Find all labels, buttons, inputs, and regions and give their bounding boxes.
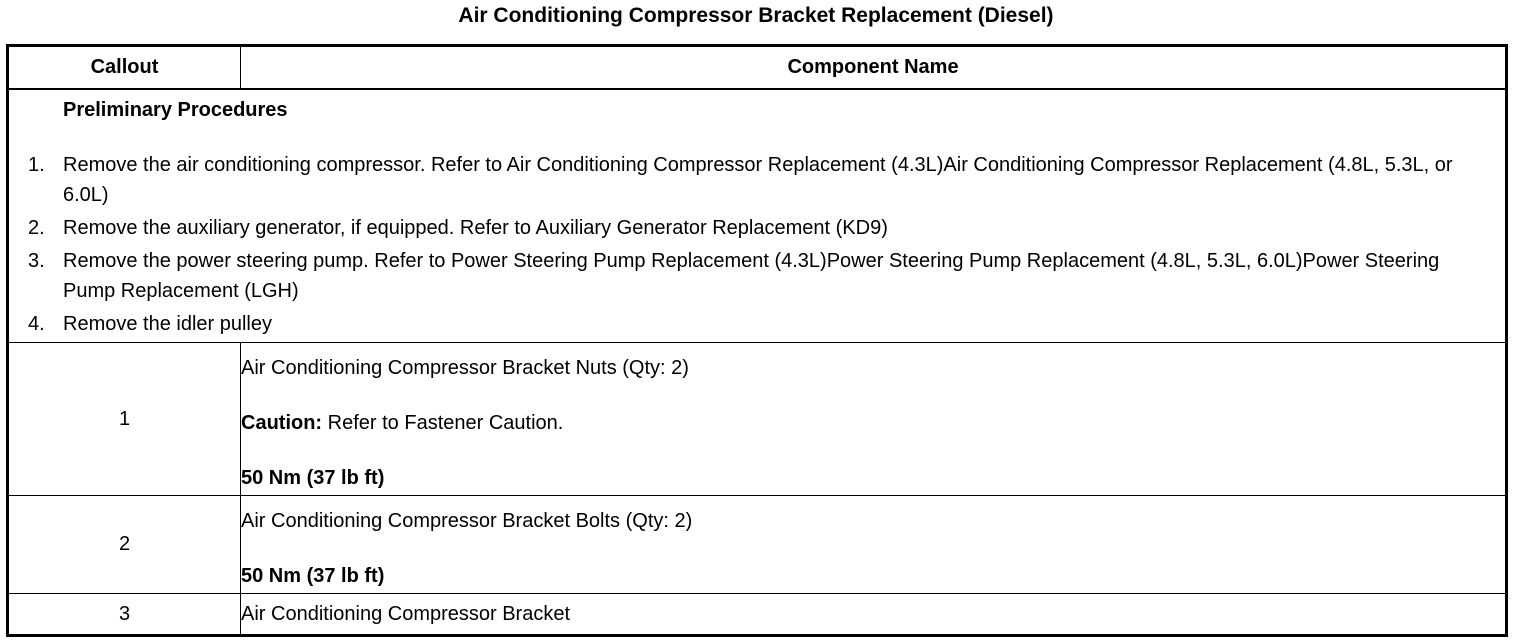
callout-number: 2 <box>8 496 241 594</box>
component-name: Air Conditioning Compressor Bracket Bolts (Qty: 2) <box>241 510 693 532</box>
preliminary-row <box>8 89 1507 343</box>
callout-number: 1 <box>8 343 241 496</box>
table-header-row <box>8 46 1507 90</box>
component-cell <box>241 594 1507 636</box>
caution-label: Caution: <box>241 412 323 434</box>
component-name: Air Conditioning Compressor Bracket <box>241 603 571 625</box>
step-text: Remove the power steering pump. Refer to Power Steering Pump Replacement (4.3L)Power Steering Pump Replacement (4.8L, 5.3L, 6.0L)Power Steering Pump Replacement (LGH) <box>63 250 1440 302</box>
step-number: 2. <box>28 217 45 239</box>
step-text: Remove the auxiliary generator, if equipped. Refer to Auxiliary Generator Replacement (KD9) <box>63 217 888 239</box>
table-row <box>8 594 1507 636</box>
preliminary-heading: Preliminary Procedures <box>63 99 288 121</box>
torque-spec: 50 Nm (37 lb ft) <box>241 467 385 489</box>
preliminary-step <box>9 309 1505 339</box>
preliminary-cell <box>8 89 1507 343</box>
step-text: Remove the idler pulley <box>63 313 272 335</box>
step-number: 4. <box>28 313 45 335</box>
step-number: 3. <box>28 250 45 272</box>
preliminary-step <box>9 213 1505 243</box>
caution-text: Refer to Fastener Caution. <box>322 412 564 434</box>
component-cell <box>241 343 1507 496</box>
callout-column-header: Callout <box>8 46 241 90</box>
component-name: Air Conditioning Compressor Bracket Nuts (Qty: 2) <box>241 357 689 379</box>
component-cell <box>241 496 1507 594</box>
torque-spec: 50 Nm (37 lb ft) <box>241 565 385 587</box>
callout-number: 3 <box>8 594 241 636</box>
caution-note <box>241 411 1505 435</box>
preliminary-step <box>9 150 1505 210</box>
document-title: Air Conditioning Compressor Bracket Replacement (Diesel) <box>458 4 1054 27</box>
procedure-table <box>6 44 1508 637</box>
preliminary-steps-list <box>9 150 1505 339</box>
table-row <box>8 496 1507 594</box>
step-number: 1. <box>28 154 45 176</box>
component-name-column-header: Component Name <box>241 46 1507 90</box>
step-text: Remove the air conditioning compressor. Refer to Air Conditioning Compressor Replacement (4.3L)Air Conditioning Compressor Replacement (4.8L, 5.3L, or 6.0L) <box>63 154 1453 206</box>
preliminary-step <box>9 246 1505 306</box>
table-row <box>8 343 1507 496</box>
